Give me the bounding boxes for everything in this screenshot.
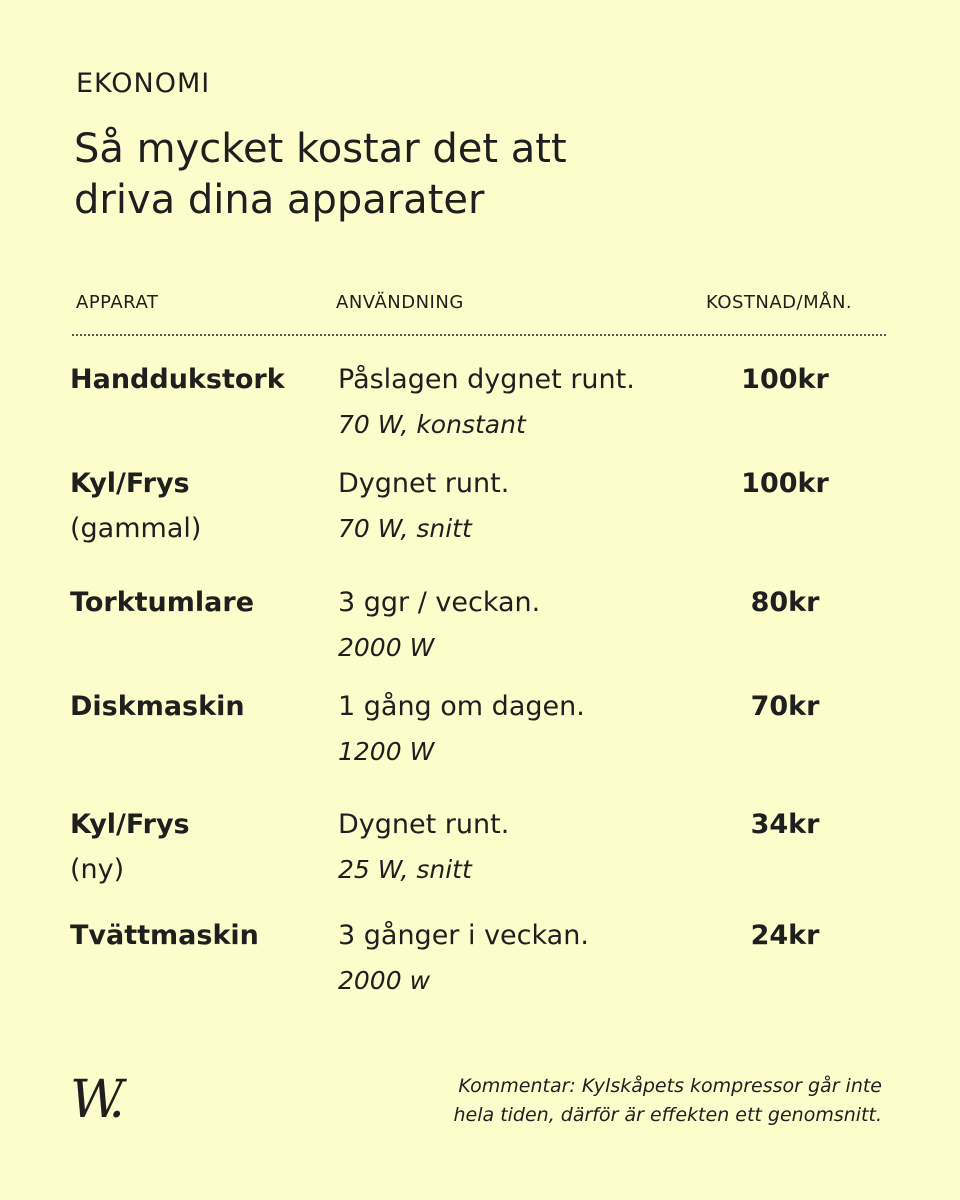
appliance-name: Kyl/Frys (gammal) bbox=[70, 461, 201, 551]
brand-logo: W. bbox=[70, 1070, 119, 1130]
appliance-name: Torktumlare bbox=[70, 587, 255, 618]
footnote: Kommentar: Kylskåpets kompressor går inte hela tiden, därför är effekten ett genomsnitt. bbox=[453, 1075, 882, 1126]
cost-value: 100kr bbox=[741, 468, 829, 499]
appliance-name: Handdukstork bbox=[70, 364, 285, 395]
usage-cell: 1 gång om dagen. 1200 W bbox=[338, 684, 585, 774]
cost-value: 70kr bbox=[750, 691, 820, 722]
page-title bbox=[74, 124, 714, 226]
usage-cell: 3 ggr / veckan. 2000 W bbox=[338, 580, 540, 670]
appliance-qualifier: (ny) bbox=[70, 854, 125, 885]
cost-value: 100kr bbox=[741, 364, 829, 395]
title-line-1: Så mycket kostar det att bbox=[74, 126, 567, 172]
power-spec: 2000 w bbox=[338, 966, 431, 995]
appliance-name: Diskmaskin bbox=[70, 691, 245, 722]
category-label: EKONOMI bbox=[76, 68, 211, 99]
column-header-anvandning: ANVÄNDNING bbox=[336, 292, 464, 313]
cost-value: 24kr bbox=[750, 920, 820, 951]
usage-cell: Dygnet runt. 70 W, snitt bbox=[338, 461, 509, 551]
cost-value: 34kr bbox=[750, 809, 820, 840]
title-line-2: driva dina apparater bbox=[74, 177, 485, 223]
power-spec: 70 W, konstant bbox=[338, 410, 526, 439]
appliance-name: Tvättmaskin bbox=[70, 920, 259, 951]
usage-cell: Påslagen dygnet runt. 70 W, konstant bbox=[338, 357, 635, 447]
usage-cell: 3 gånger i veckan. 2000 w bbox=[338, 913, 589, 1003]
header-divider bbox=[72, 334, 886, 336]
power-spec: 25 W, snitt bbox=[338, 855, 472, 884]
column-header-kostnad: KOSTNAD/MÅN. bbox=[706, 292, 853, 313]
appliance-qualifier: (gammal) bbox=[70, 513, 202, 544]
appliance-name: Kyl/Frys (ny) bbox=[70, 802, 190, 892]
power-spec: 70 W, snitt bbox=[338, 514, 472, 543]
power-spec: 1200 W bbox=[338, 737, 435, 766]
power-spec: 2000 W bbox=[338, 633, 435, 662]
usage-cell: Dygnet runt. 25 W, snitt bbox=[338, 802, 509, 892]
column-header-apparat: APPARAT bbox=[76, 292, 159, 313]
cost-value: 80kr bbox=[750, 587, 820, 618]
